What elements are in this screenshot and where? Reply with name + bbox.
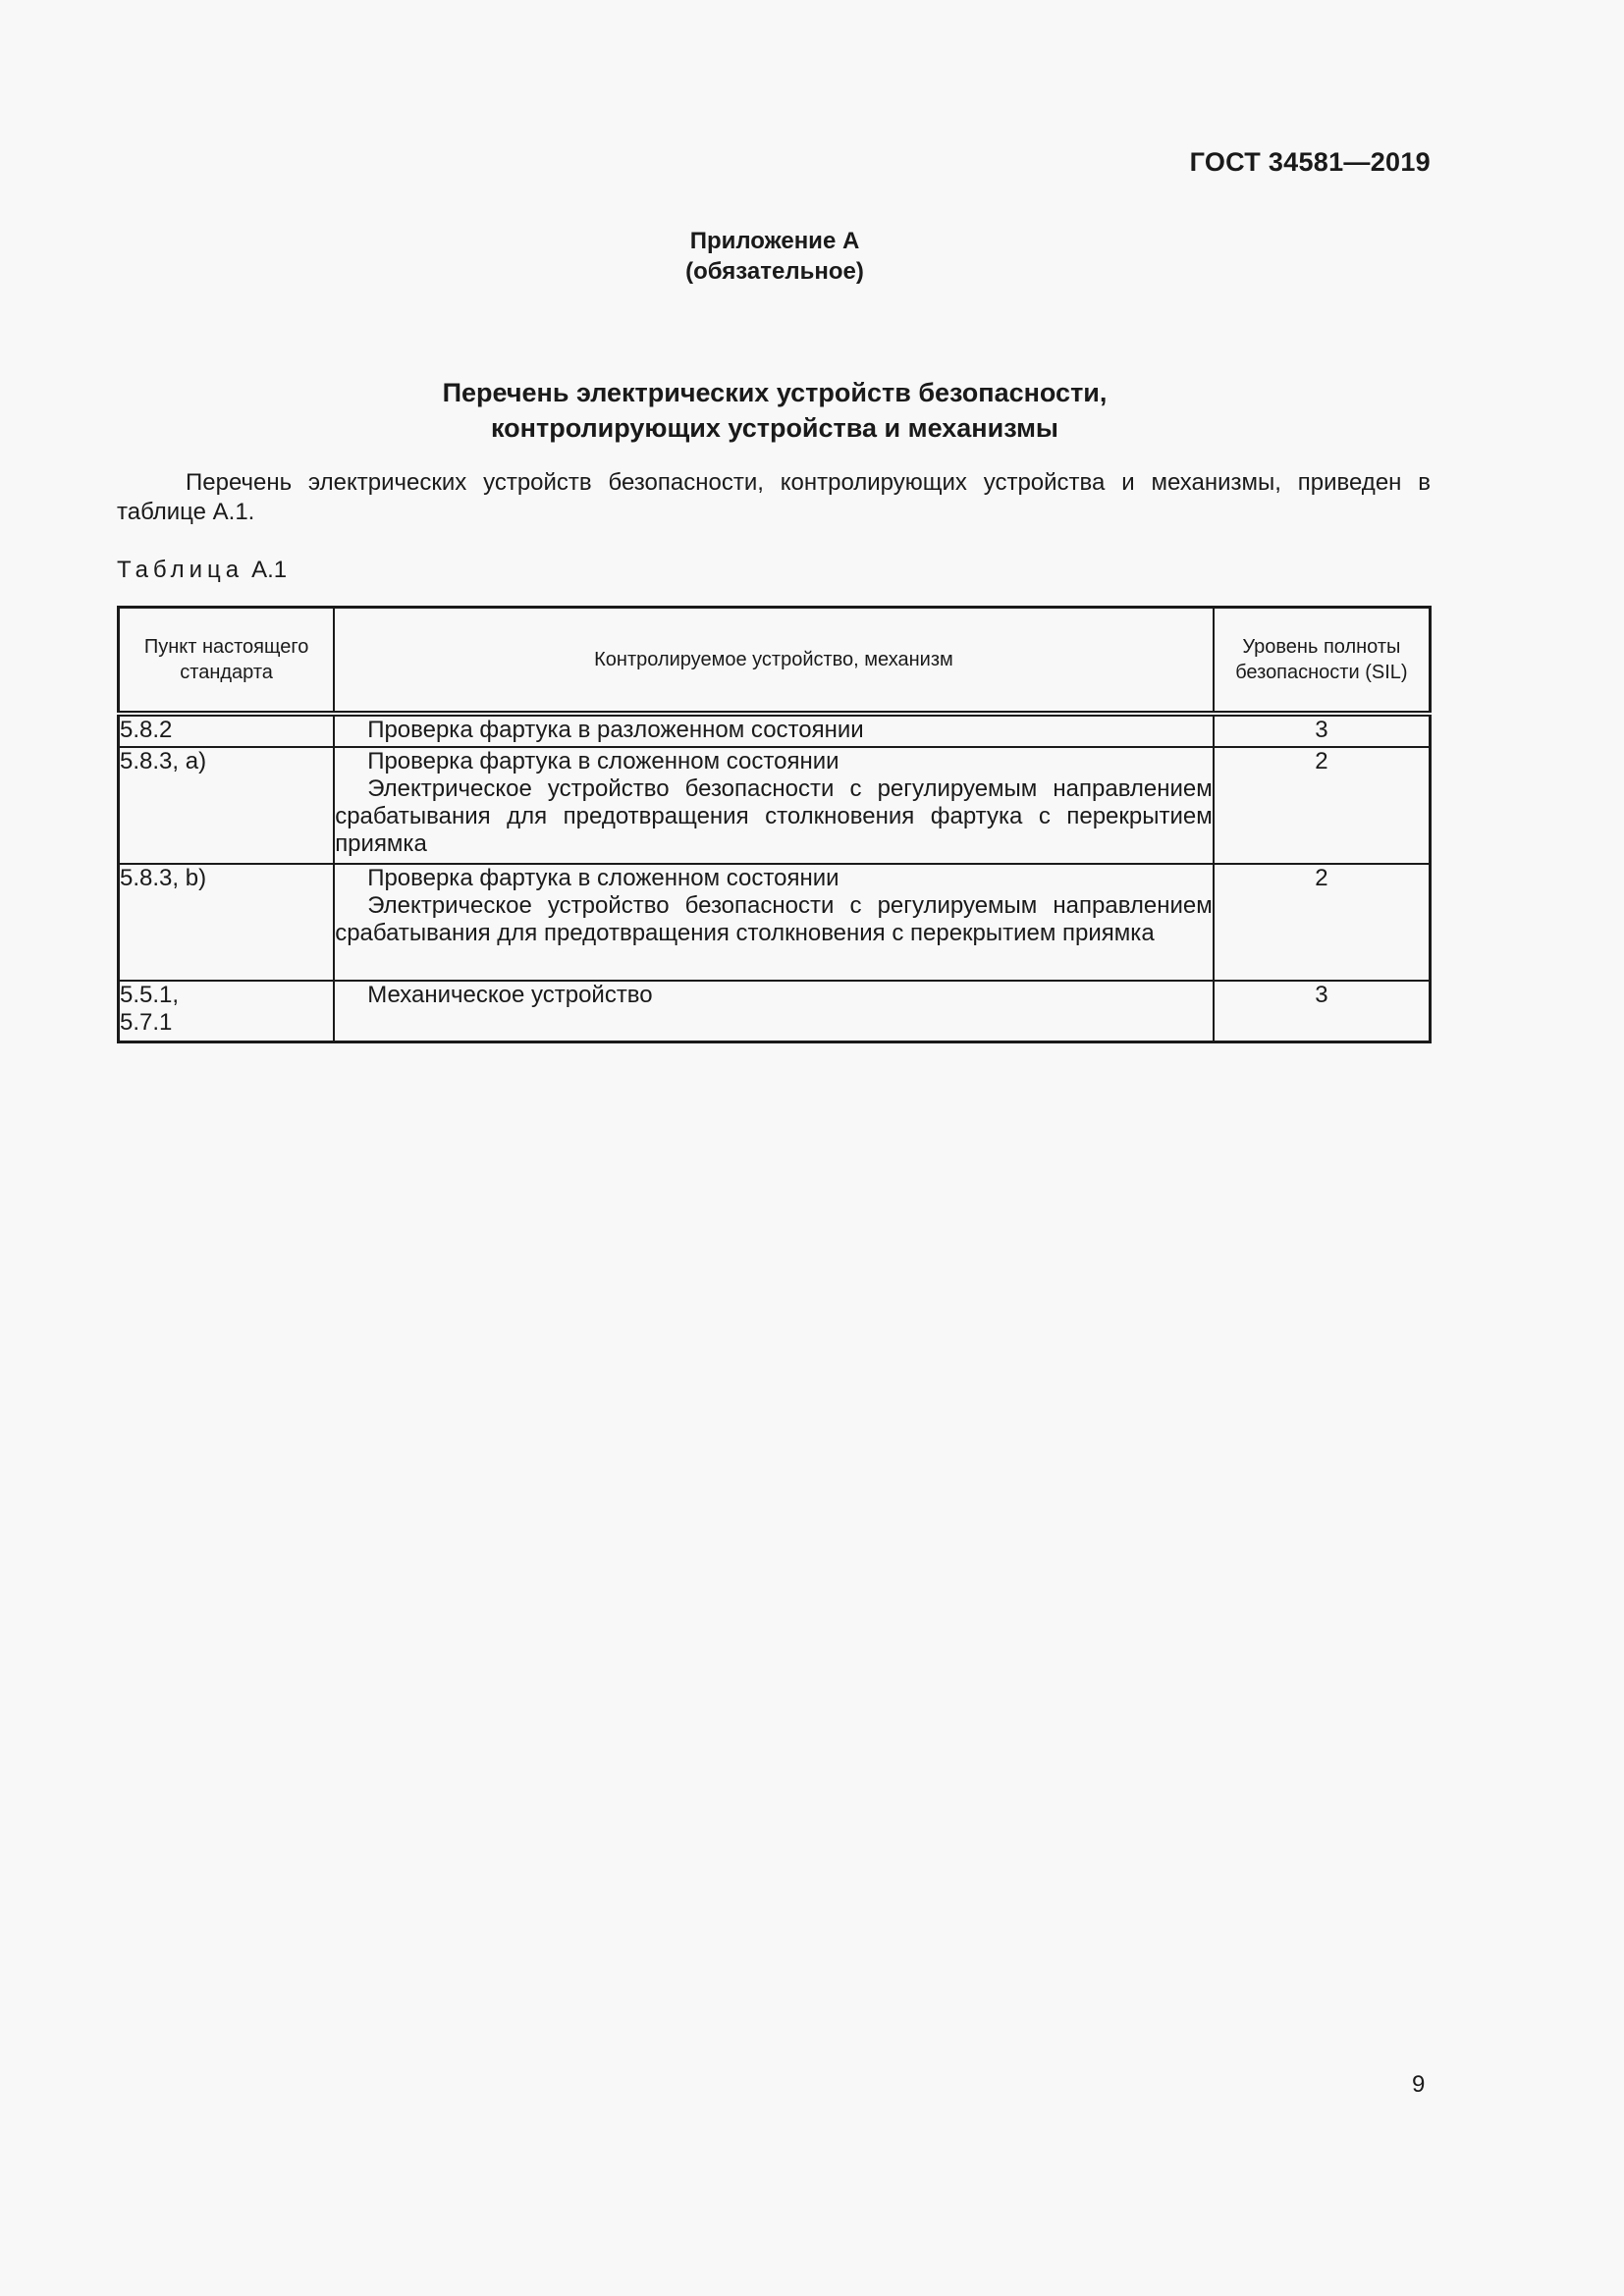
safety-devices-table <box>117 606 1432 1043</box>
device-text: Проверка фартука в сложенном состоянии <box>367 748 839 774</box>
table-row <box>119 981 1431 1042</box>
table-header-row <box>119 608 1431 715</box>
annex-status: (обязательное) <box>685 258 864 285</box>
annex-title: Приложение А <box>689 228 860 254</box>
table-row <box>119 747 1431 864</box>
cell-sil: 3 <box>1214 981 1431 1042</box>
section-title <box>0 375 1549 446</box>
cell-device <box>334 714 1214 747</box>
table-row <box>119 714 1431 747</box>
device-text: Механическое устройство <box>367 982 653 1008</box>
device-text: Проверка фартука в разложенном состоянии <box>367 717 864 743</box>
point-line: 5.5.1, <box>120 982 180 1008</box>
header-device: Контролируемое устройство, механизм <box>334 608 1214 715</box>
cell-sil: 2 <box>1214 747 1431 864</box>
point-line: 5.7.1 <box>120 1009 173 1036</box>
header-point: Пункт настоящего стандарта <box>119 608 335 715</box>
cell-sil: 2 <box>1214 864 1431 981</box>
section-title-line1: Перечень электрических устройств безопасности, <box>442 378 1108 407</box>
section-title-line2: контролирующих устройства и механизмы <box>491 413 1058 443</box>
cell-point: 5.8.2 <box>119 714 335 747</box>
cell-point: 5.8.3, b) <box>119 864 335 981</box>
device-text: Проверка фартука в сложенном состоянии <box>367 865 839 891</box>
cell-device <box>334 864 1214 981</box>
table-caption <box>117 557 287 584</box>
intro-paragraph: Перечень электрических устройств безопасности, контролирующих устройства и механизмы, приведен в таблице А.1. <box>117 469 1431 525</box>
device-text: Электрическое устройство безопасности с регулируемым направлением срабатывания для предотвращения столкновения фартука с перекрытием приямка <box>335 775 1213 857</box>
annex-heading <box>0 226 1549 287</box>
cell-point: 5.8.3, a) <box>119 747 335 864</box>
table-row <box>119 864 1431 981</box>
document-code: ГОСТ 34581—2019 <box>1189 147 1431 177</box>
table-caption-word: Таблица <box>117 557 244 583</box>
cell-point <box>119 981 335 1042</box>
table-caption-number: А.1 <box>251 557 288 583</box>
cell-device <box>334 981 1214 1042</box>
cell-device <box>334 747 1214 864</box>
cell-sil: 3 <box>1214 714 1431 747</box>
page-number: 9 <box>1412 2071 1426 2098</box>
header-sil: Уровень полноты безопасности (SIL) <box>1214 608 1431 715</box>
device-text: Электрическое устройство безопасности с регулируемым направлением срабатывания для предотвращения столкновения с перекрытием приямка <box>335 892 1213 946</box>
